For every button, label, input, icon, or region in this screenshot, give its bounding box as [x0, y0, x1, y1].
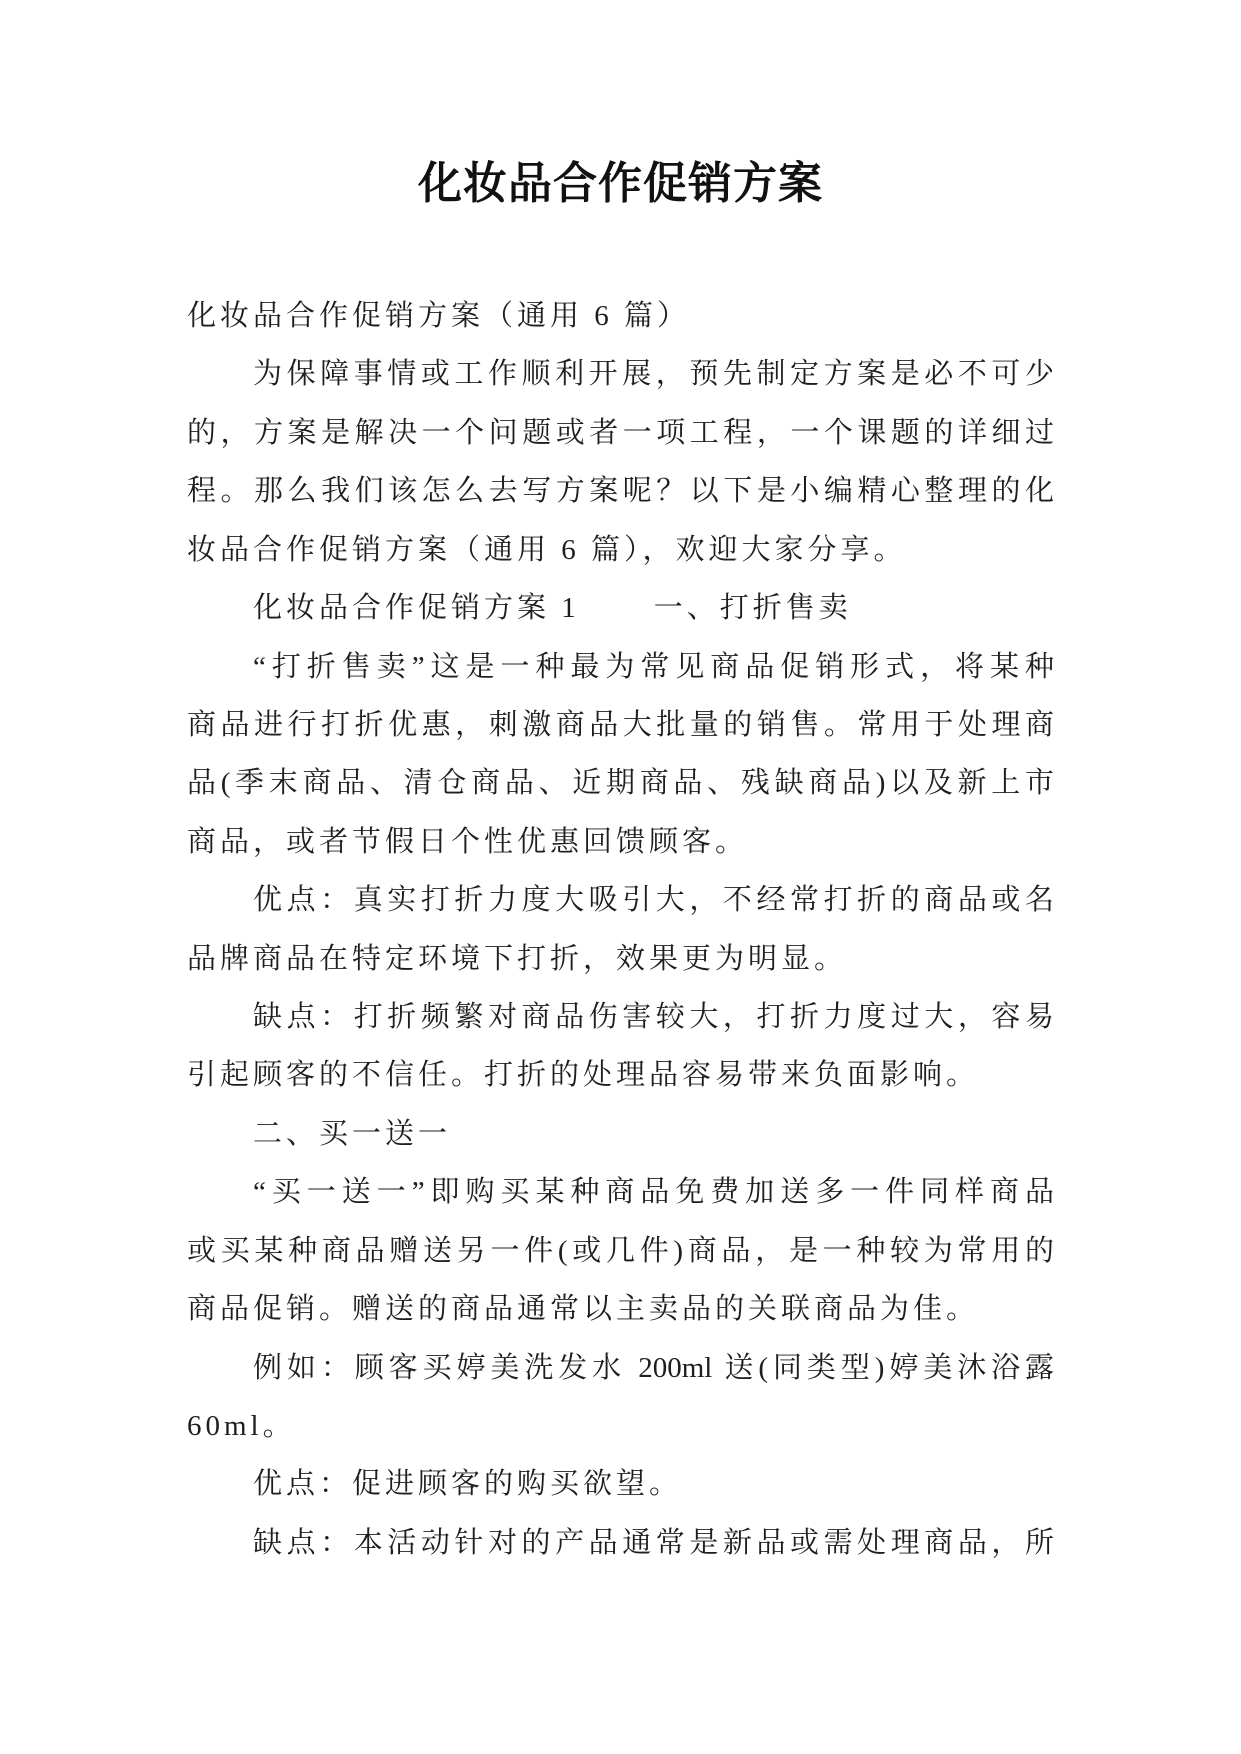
intro-heading: 化妆品合作促销方案（通用 6 篇）: [187, 300, 691, 332]
paragraph-line: 程。那么我们该怎么去写方案呢？以下是小编精心整理的化: [187, 475, 1054, 508]
paragraph-bogo-pros: [187, 1455, 1054, 1513]
paragraph-line: 商品进行打折优惠，刺激商品大批量的销售。常用于处理商: [187, 708, 1054, 741]
document-title: 化妆品合作促销方案: [418, 159, 823, 208]
paragraph-line: 引起顾客的不信任。打折的处理品容易带来负面影响。: [187, 1059, 980, 1092]
paragraph-line: 例如：顾客买婷美洗发水 200ml 送(同类型)婷美沐浴露: [253, 1351, 1054, 1384]
paragraph-discount-description: [187, 638, 1054, 872]
paragraph-line: 的，方案是解决一个问题或者一项工程，一个课题的详细过: [187, 416, 1054, 449]
paragraph-discount-cons: [187, 988, 1054, 1105]
document-body: [187, 287, 1054, 1572]
paragraph-intro: [187, 345, 1054, 579]
section-heading: [187, 579, 1054, 637]
section-label: 化妆品合作促销方案 1: [253, 592, 580, 625]
paragraph-line: 妆品合作促销方案（通用 6 篇），欢迎大家分享。: [187, 533, 907, 566]
paragraph-line: 优点：真实打折力度大吸引大，不经常打折的商品或名: [253, 884, 1054, 917]
paragraph-line: 商品，或者节假日个性优惠回馈顾客。: [187, 825, 749, 858]
paragraph-line: 品牌商品在特定环境下打折，效果更为明显。: [187, 942, 848, 975]
paragraph-line: “买一送一”即购买某种商品免费加送多一件同样商品: [253, 1176, 1054, 1209]
paragraph-line: 60ml。: [187, 1410, 296, 1443]
paragraph-line: “打折售卖”这是一种最为常见商品促销形式，将某种: [253, 650, 1054, 683]
paragraph-line: 缺点：本活动针对的产品通常是新品或需处理商品，所: [253, 1526, 1054, 1559]
paragraph-line: 品(季末商品、清仓商品、近期商品、残缺商品)以及新上市: [187, 767, 1054, 800]
paragraph-line: 为保障事情或工作顺利开展，预先制定方案是必不可少: [253, 358, 1054, 391]
paragraph-bogo-example: [187, 1339, 1054, 1456]
section-title: 一、打折售卖: [653, 592, 852, 625]
paragraph-discount-pros: [187, 871, 1054, 988]
paragraph-line: 或买某种商品赠送另一件(或几件)商品，是一种较为常用的: [187, 1234, 1054, 1267]
paragraph-bogo-description: [187, 1163, 1054, 1338]
section-heading-bogo: 二、买一送一: [253, 1117, 452, 1150]
paragraph-line: 优点：促进顾客的购买欲望。: [253, 1468, 683, 1501]
paragraph-line: 商品促销。赠送的商品通常以主卖品的关联商品为佳。: [187, 1293, 980, 1326]
paragraph-line: 缺点：打折频繁对商品伤害较大，打折力度过大，容易: [253, 1001, 1054, 1034]
paragraph-bogo-cons: [187, 1514, 1054, 1572]
